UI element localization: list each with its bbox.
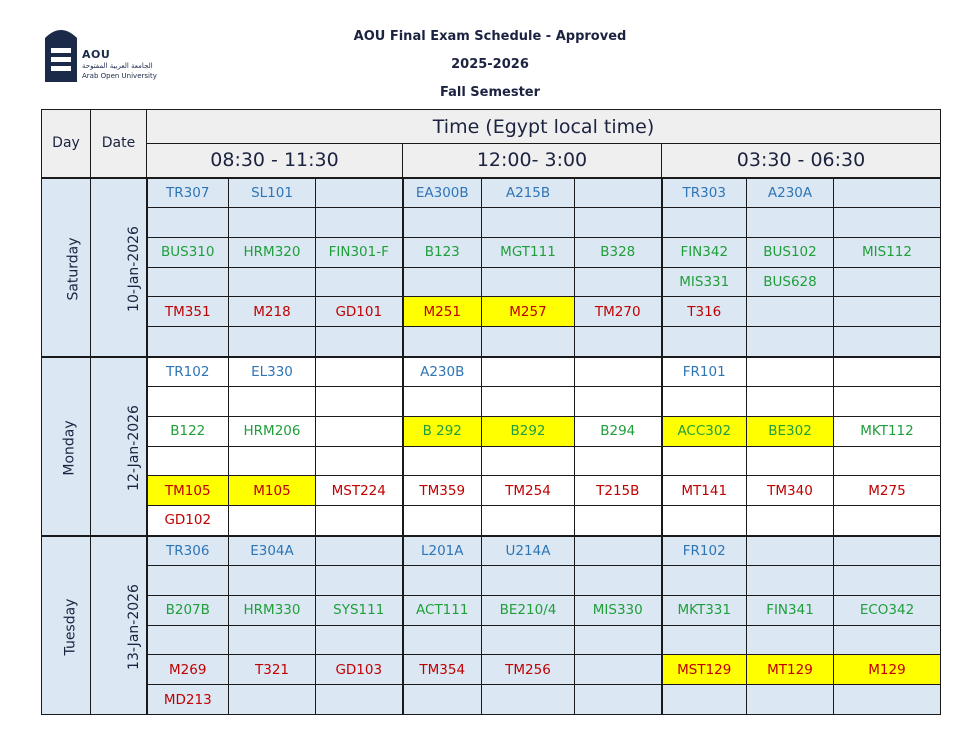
course-cell	[834, 357, 941, 387]
course-cell: ACT111	[403, 596, 482, 626]
course-cell: MT129	[747, 655, 834, 685]
course-cell	[229, 208, 316, 238]
course-cell	[229, 387, 316, 417]
course-cell: M269	[147, 655, 229, 685]
course-cell: HRM330	[229, 596, 316, 626]
course-cell	[575, 685, 662, 715]
academic-year: 2025-2026	[451, 57, 529, 72]
course-cell: BE210/4	[482, 596, 575, 626]
course-cell	[403, 506, 482, 536]
course-cell: TM359	[403, 476, 482, 506]
course-cell: FR102	[662, 536, 747, 566]
course-cell	[575, 446, 662, 476]
day-column-header: Day	[42, 110, 91, 178]
course-cell	[403, 326, 482, 356]
schedule-row	[42, 506, 941, 536]
course-cell	[229, 506, 316, 536]
course-cell	[834, 326, 941, 356]
course-cell	[403, 625, 482, 655]
date-cell	[91, 178, 147, 357]
course-cell	[575, 178, 662, 208]
schedule-row	[42, 326, 941, 356]
course-cell	[482, 357, 575, 387]
semester-label: Fall Semester	[439, 85, 541, 100]
schedule-row	[42, 208, 941, 238]
course-cell	[229, 685, 316, 715]
course-cell	[834, 267, 941, 297]
course-cell	[575, 655, 662, 685]
course-cell	[482, 625, 575, 655]
course-cell	[403, 566, 482, 596]
course-cell	[403, 387, 482, 417]
course-cell	[834, 506, 941, 536]
day-cell	[42, 357, 91, 536]
course-cell: MIS330	[575, 596, 662, 626]
schedule-body	[42, 178, 941, 715]
schedule-row	[42, 297, 941, 327]
course-cell: A215B	[482, 178, 575, 208]
course-cell: TR307	[147, 178, 229, 208]
day-cell	[42, 536, 91, 715]
schedule-row	[42, 267, 941, 297]
course-cell: TR303	[662, 178, 747, 208]
course-cell	[147, 625, 229, 655]
course-cell	[747, 387, 834, 417]
course-cell: MIS112	[834, 237, 941, 267]
course-cell	[747, 208, 834, 238]
course-cell: MGT111	[482, 237, 575, 267]
course-cell: TM340	[747, 476, 834, 506]
date-cell	[91, 536, 147, 715]
course-cell	[834, 387, 941, 417]
schedule-row	[42, 178, 941, 208]
schedule-title: AOU Final Exam Schedule - Approved	[353, 29, 627, 44]
course-cell	[834, 297, 941, 327]
course-cell	[147, 566, 229, 596]
date-column-header: Date	[91, 110, 147, 178]
course-cell	[662, 506, 747, 536]
course-cell: TM105	[147, 476, 229, 506]
course-cell: MST224	[316, 476, 403, 506]
course-cell	[316, 625, 403, 655]
course-cell	[575, 625, 662, 655]
course-cell: M275	[834, 476, 941, 506]
slot-midday-header: 12:00- 3:00	[403, 144, 662, 178]
course-cell: TR306	[147, 536, 229, 566]
course-cell	[229, 566, 316, 596]
schedule-row	[42, 476, 941, 506]
date-label: 12-Jan-2026	[125, 404, 142, 491]
course-cell: MST129	[662, 655, 747, 685]
course-cell: BUS628	[747, 267, 834, 297]
course-cell: M251	[403, 297, 482, 327]
course-cell	[403, 208, 482, 238]
exam-schedule-table	[41, 109, 941, 715]
course-cell: BUS102	[747, 237, 834, 267]
course-cell	[229, 326, 316, 356]
date-label: 13-Jan-2026	[125, 583, 142, 670]
course-cell	[662, 326, 747, 356]
course-cell	[662, 685, 747, 715]
course-cell: BE302	[747, 417, 834, 447]
course-cell	[403, 446, 482, 476]
course-cell	[482, 446, 575, 476]
course-cell: MIS331	[662, 267, 747, 297]
schedule-row	[42, 566, 941, 596]
time-header: Time (Egypt local time)	[147, 110, 941, 144]
course-cell	[482, 685, 575, 715]
course-cell: T321	[229, 655, 316, 685]
course-cell: MT141	[662, 476, 747, 506]
course-cell: HRM206	[229, 417, 316, 447]
course-cell	[147, 267, 229, 297]
course-cell: B 292	[403, 417, 482, 447]
course-cell	[482, 208, 575, 238]
day-label: Saturday	[65, 237, 82, 301]
course-cell: FR101	[662, 357, 747, 387]
course-cell	[575, 267, 662, 297]
schedule-row	[42, 446, 941, 476]
course-cell	[575, 357, 662, 387]
course-cell: EL330	[229, 357, 316, 387]
course-cell: ACC302	[662, 417, 747, 447]
course-cell	[747, 297, 834, 327]
course-cell: SL101	[229, 178, 316, 208]
course-cell	[747, 625, 834, 655]
course-cell	[316, 446, 403, 476]
course-cell	[834, 625, 941, 655]
course-cell	[403, 267, 482, 297]
course-cell: ECO342	[834, 596, 941, 626]
course-cell	[147, 446, 229, 476]
course-cell	[482, 326, 575, 356]
course-cell	[147, 326, 229, 356]
course-cell	[316, 267, 403, 297]
day-cell	[42, 178, 91, 357]
schedule-row	[42, 685, 941, 715]
course-cell	[747, 685, 834, 715]
course-cell: SYS111	[316, 596, 403, 626]
schedule-row	[42, 596, 941, 626]
course-cell: L201A	[403, 536, 482, 566]
course-cell	[316, 208, 403, 238]
course-cell: E304A	[229, 536, 316, 566]
course-cell	[747, 536, 834, 566]
course-cell: A230A	[747, 178, 834, 208]
course-cell: M257	[482, 297, 575, 327]
course-cell	[662, 446, 747, 476]
course-cell: GD101	[316, 297, 403, 327]
course-cell	[834, 208, 941, 238]
course-cell	[575, 208, 662, 238]
course-cell	[747, 566, 834, 596]
schedule-row	[42, 536, 941, 566]
course-cell	[229, 625, 316, 655]
course-cell: TM256	[482, 655, 575, 685]
logo-arabic-name: الجامعة العربية المفتوحة	[82, 62, 153, 70]
course-cell: M218	[229, 297, 316, 327]
course-cell	[482, 387, 575, 417]
course-cell: HRM320	[229, 237, 316, 267]
logo-english-name: Arab Open University	[82, 72, 157, 80]
schedule-row	[42, 357, 941, 387]
course-cell	[482, 566, 575, 596]
course-cell: B328	[575, 237, 662, 267]
course-cell: T215B	[575, 476, 662, 506]
schedule-row	[42, 417, 941, 447]
course-cell	[575, 387, 662, 417]
course-cell	[229, 267, 316, 297]
course-cell: B292	[482, 417, 575, 447]
course-cell	[662, 208, 747, 238]
course-cell: FIN301-F	[316, 237, 403, 267]
schedule-row	[42, 655, 941, 685]
course-cell: TM351	[147, 297, 229, 327]
schedule-row	[42, 625, 941, 655]
course-cell: M129	[834, 655, 941, 685]
schedule-row	[42, 237, 941, 267]
course-cell	[747, 506, 834, 536]
course-cell	[316, 387, 403, 417]
course-cell	[747, 326, 834, 356]
course-cell	[662, 566, 747, 596]
course-cell: U214A	[482, 536, 575, 566]
course-cell	[834, 685, 941, 715]
course-cell	[747, 446, 834, 476]
course-cell: FIN341	[747, 596, 834, 626]
course-cell: MD213	[147, 685, 229, 715]
slot-morning-header: 08:30 - 11:30	[147, 144, 403, 178]
course-cell	[229, 446, 316, 476]
course-cell	[662, 387, 747, 417]
course-cell: TM270	[575, 297, 662, 327]
course-cell	[747, 357, 834, 387]
course-cell	[316, 566, 403, 596]
course-cell	[482, 506, 575, 536]
course-cell: FIN342	[662, 237, 747, 267]
slot-afternoon-header: 03:30 - 06:30	[662, 144, 941, 178]
course-cell	[316, 326, 403, 356]
day-label: Monday	[61, 420, 78, 476]
course-cell	[834, 178, 941, 208]
schedule-row	[42, 387, 941, 417]
course-cell: TM254	[482, 476, 575, 506]
course-cell: GD103	[316, 655, 403, 685]
course-cell: MKT331	[662, 596, 747, 626]
course-cell	[316, 417, 403, 447]
course-cell: B207B	[147, 596, 229, 626]
course-cell: M105	[229, 476, 316, 506]
course-cell	[834, 566, 941, 596]
course-cell	[575, 536, 662, 566]
course-cell: T316	[662, 297, 747, 327]
date-label: 10-Jan-2026	[125, 225, 142, 312]
day-label: Tuesday	[62, 598, 79, 656]
course-cell	[316, 178, 403, 208]
course-cell	[316, 536, 403, 566]
course-cell	[147, 387, 229, 417]
course-cell: GD102	[147, 506, 229, 536]
course-cell	[316, 506, 403, 536]
logo-abbr: AOU	[82, 48, 111, 61]
course-cell	[834, 446, 941, 476]
course-cell: BUS310	[147, 237, 229, 267]
date-cell	[91, 357, 147, 536]
course-cell	[662, 625, 747, 655]
course-cell: B294	[575, 417, 662, 447]
course-cell	[316, 685, 403, 715]
course-cell: TM354	[403, 655, 482, 685]
course-cell	[316, 357, 403, 387]
course-cell: EA300B	[403, 178, 482, 208]
course-cell: B123	[403, 237, 482, 267]
course-cell	[575, 566, 662, 596]
course-cell: B122	[147, 417, 229, 447]
course-cell	[575, 326, 662, 356]
course-cell	[482, 267, 575, 297]
course-cell	[403, 685, 482, 715]
course-cell: TR102	[147, 357, 229, 387]
course-cell	[575, 506, 662, 536]
course-cell	[147, 208, 229, 238]
course-cell: MKT112	[834, 417, 941, 447]
course-cell	[834, 536, 941, 566]
course-cell: A230B	[403, 357, 482, 387]
